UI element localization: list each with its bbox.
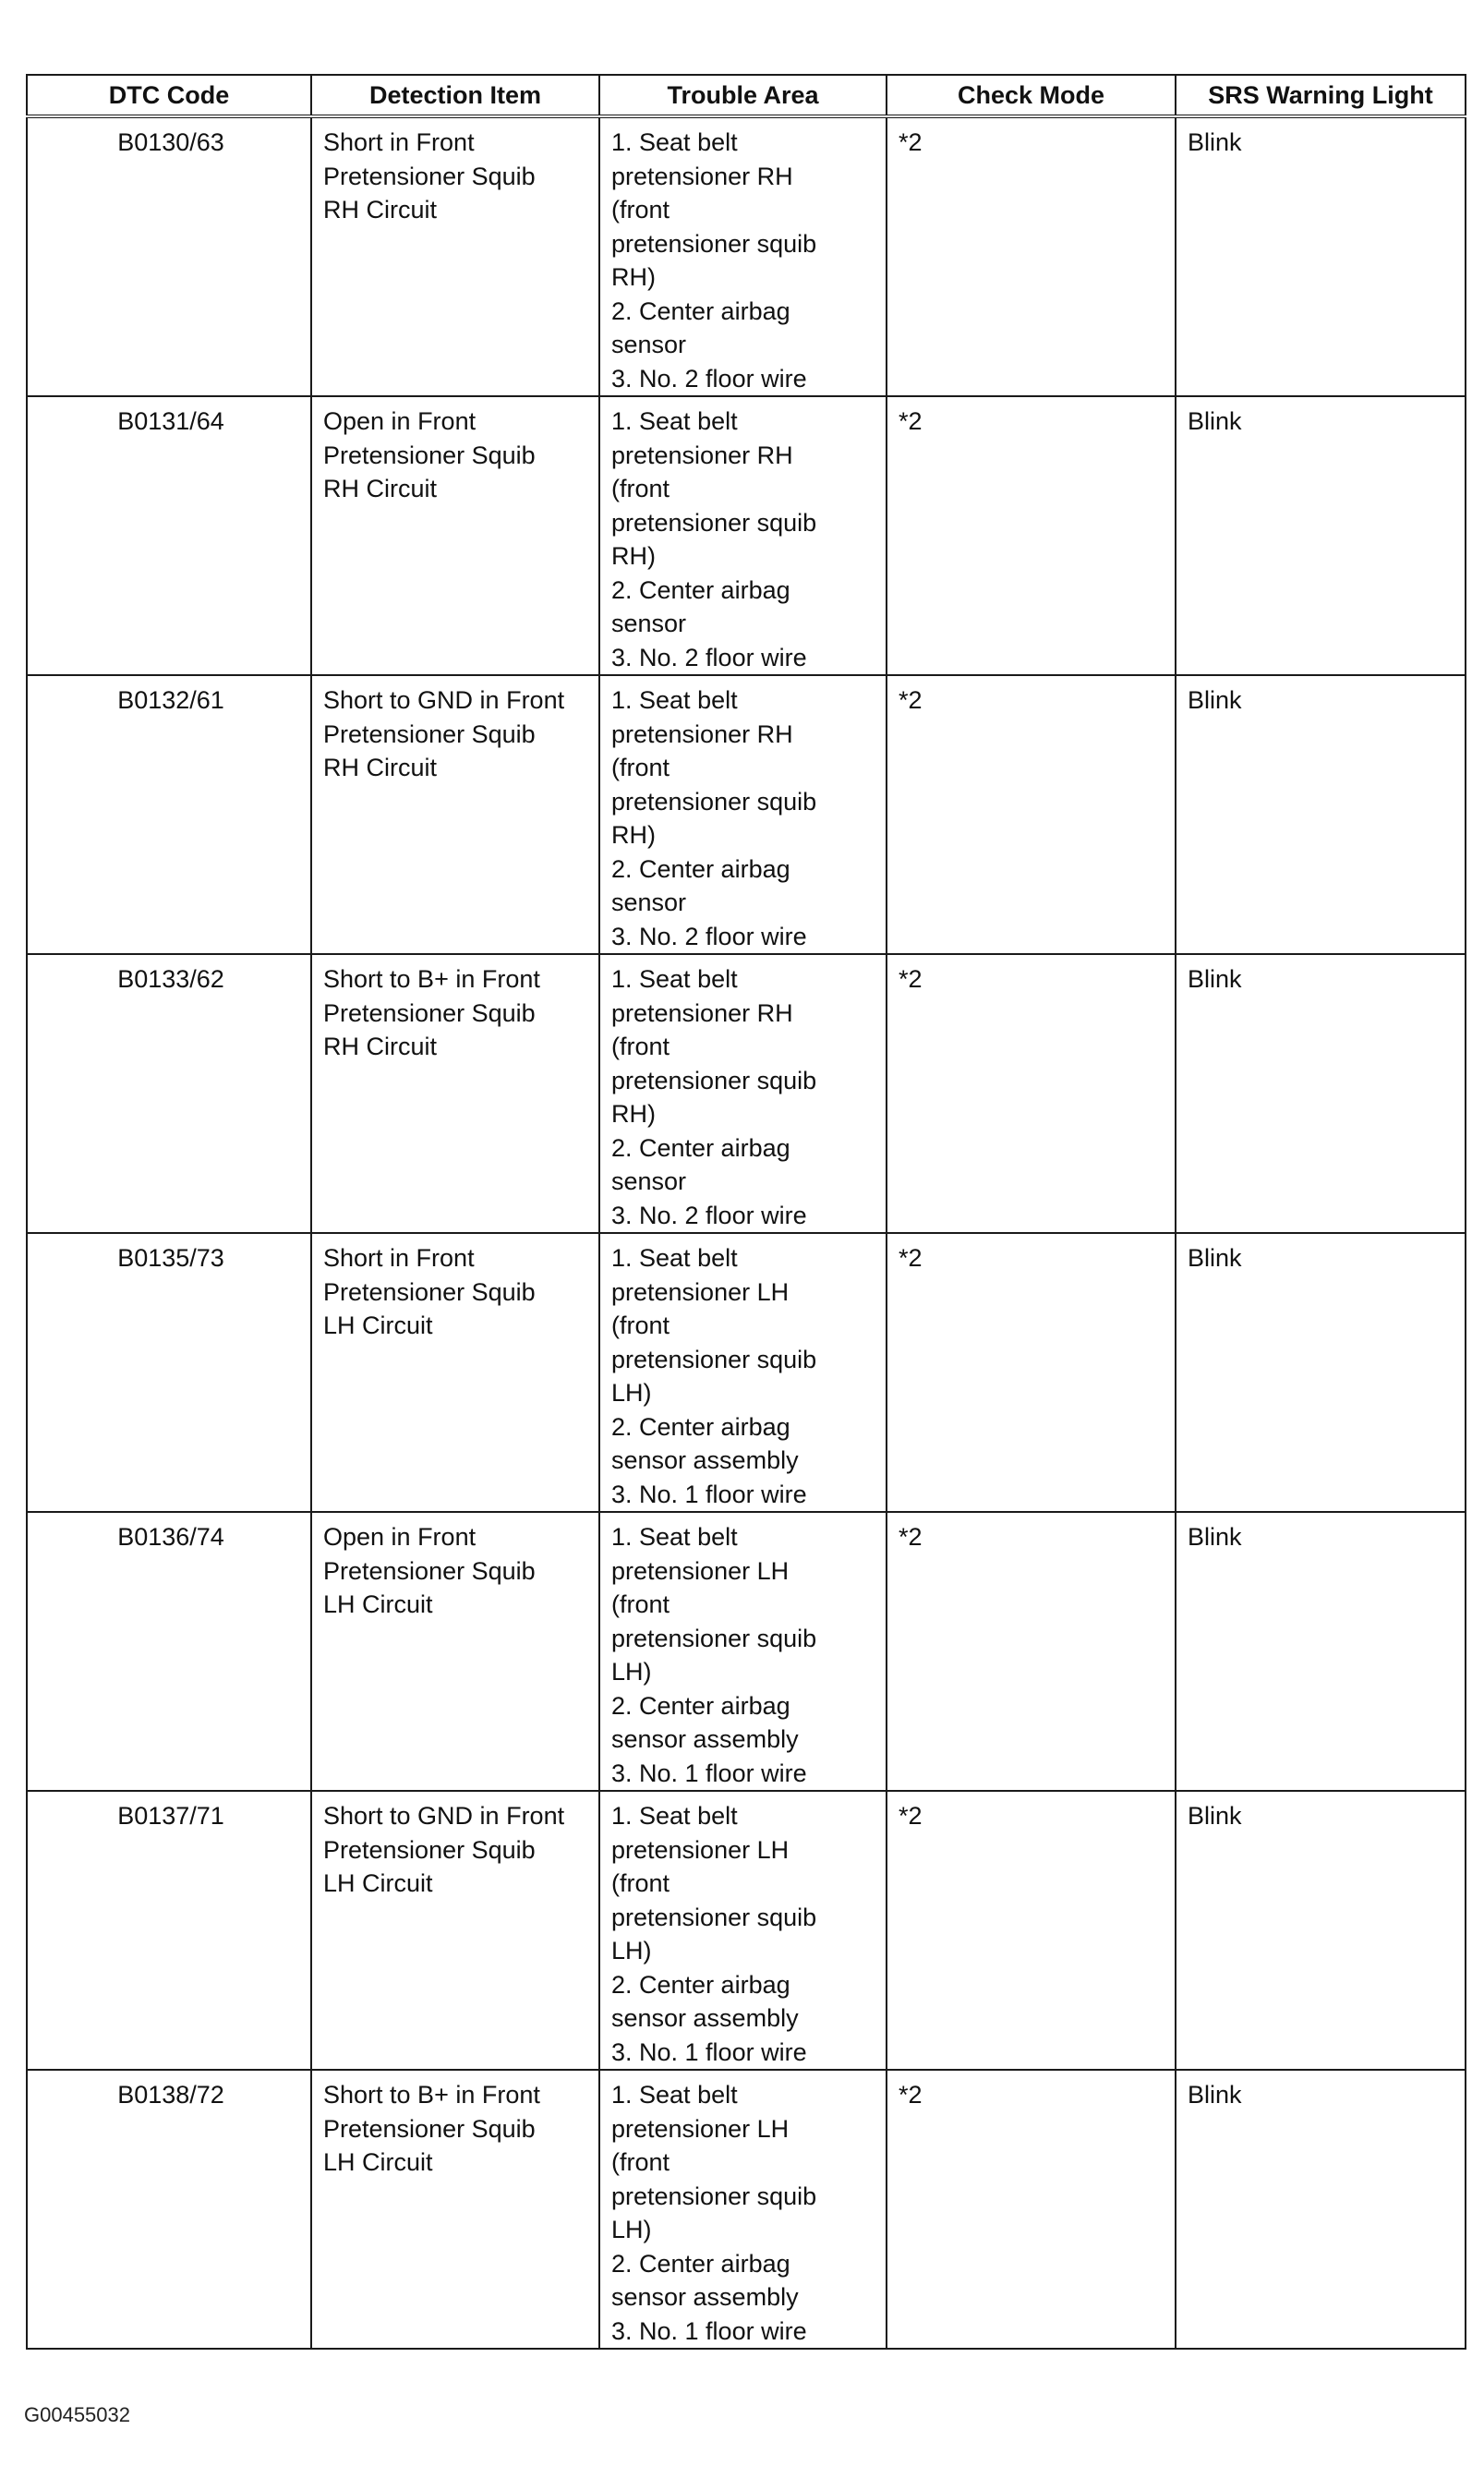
detection-item-cell: Short to B+ in Front Pretensioner Squib RH Circuit [311,954,599,1233]
table-row [27,675,1466,954]
dtc-code-cell: B0132/61 [27,675,311,954]
srs-warning-light-cell: Blink [1176,1512,1466,1791]
table-row [27,1233,1466,1512]
table-row [27,116,1466,396]
srs-warning-light-cell: Blink [1176,396,1466,675]
dtc-code-cell: B0133/62 [27,954,311,1233]
check-mode-cell: *2 [887,396,1176,675]
check-mode-cell: *2 [887,2070,1176,2349]
table-row [27,1512,1466,1791]
trouble-area-cell: 1. Seat belt pretensioner LH (front pretensioner squib LH) 2. Center airbag sensor assembly 3. No. 1 floor wire [599,1512,887,1791]
detection-item-cell: Short in Front Pretensioner Squib LH Circuit [311,1233,599,1512]
table-row [27,396,1466,675]
header-srs-warning-light: SRS Warning Light [1176,75,1466,116]
trouble-area-cell: 1. Seat belt pretensioner RH (front pretensioner squib RH) 2. Center airbag sensor 3. No. 2 floor wire [599,116,887,396]
check-mode-cell: *2 [887,1233,1176,1512]
dtc-table [26,74,1466,2350]
check-mode-cell: *2 [887,1512,1176,1791]
figure-id: G00455032 [24,2403,130,2426]
srs-warning-light-cell: Blink [1176,675,1466,954]
detection-item-cell: Short to GND in Front Pretensioner Squib LH Circuit [311,1791,599,2070]
trouble-area-cell: 1. Seat belt pretensioner LH (front pretensioner squib LH) 2. Center airbag sensor assembly 3. No. 1 floor wire [599,2070,887,2349]
detection-item-cell: Open in Front Pretensioner Squib LH Circuit [311,1512,599,1791]
header-check-mode: Check Mode [887,75,1176,116]
check-mode-cell: *2 [887,116,1176,396]
trouble-area-cell: 1. Seat belt pretensioner RH (front pretensioner squib RH) 2. Center airbag sensor 3. No. 2 floor wire [599,954,887,1233]
dtc-table-container [26,74,1465,2350]
table-row [27,2070,1466,2349]
table-row [27,1791,1466,2070]
header-trouble-area: Trouble Area [599,75,887,116]
dtc-code-cell: B0131/64 [27,396,311,675]
trouble-area-cell: 1. Seat belt pretensioner RH (front pretensioner squib RH) 2. Center airbag sensor 3. No. 2 floor wire [599,396,887,675]
check-mode-cell: *2 [887,1791,1176,2070]
srs-warning-light-cell: Blink [1176,1791,1466,2070]
trouble-area-cell: 1. Seat belt pretensioner LH (front pretensioner squib LH) 2. Center airbag sensor assembly 3. No. 1 floor wire [599,1233,887,1512]
dtc-code-cell: B0137/71 [27,1791,311,2070]
trouble-area-cell: 1. Seat belt pretensioner RH (front pretensioner squib RH) 2. Center airbag sensor 3. No. 2 floor wire [599,675,887,954]
srs-warning-light-cell: Blink [1176,954,1466,1233]
dtc-code-cell: B0138/72 [27,2070,311,2349]
dtc-code-cell: B0130/63 [27,116,311,396]
header-detection-item: Detection Item [311,75,599,116]
detection-item-cell: Short to GND in Front Pretensioner Squib RH Circuit [311,675,599,954]
table-row [27,954,1466,1233]
detection-item-cell: Short in Front Pretensioner Squib RH Circuit [311,116,599,396]
dtc-code-cell: B0135/73 [27,1233,311,1512]
srs-warning-light-cell: Blink [1176,116,1466,396]
detection-item-cell: Short to B+ in Front Pretensioner Squib LH Circuit [311,2070,599,2349]
header-dtc-code: DTC Code [27,75,311,116]
table-header-row [27,75,1466,116]
srs-warning-light-cell: Blink [1176,1233,1466,1512]
srs-warning-light-cell: Blink [1176,2070,1466,2349]
dtc-code-cell: B0136/74 [27,1512,311,1791]
detection-item-cell: Open in Front Pretensioner Squib RH Circuit [311,396,599,675]
trouble-area-cell: 1. Seat belt pretensioner LH (front pretensioner squib LH) 2. Center airbag sensor assembly 3. No. 1 floor wire [599,1791,887,2070]
check-mode-cell: *2 [887,954,1176,1233]
check-mode-cell: *2 [887,675,1176,954]
